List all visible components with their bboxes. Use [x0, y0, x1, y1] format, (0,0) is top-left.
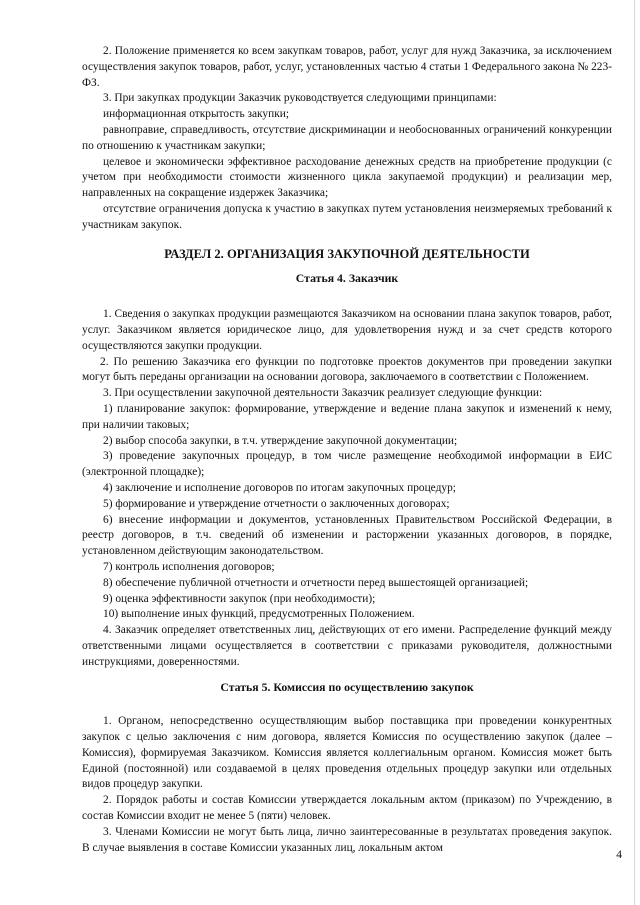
article-4-function-1: 1) планирование закупок: формирование, утверждение и ведение плана закупок и изменений к нему, при наличии таковых;	[82, 402, 612, 431]
scan-edge-line	[634, 0, 635, 905]
article-4-function-7: 7) контроль исполнения договоров;	[103, 560, 275, 573]
article-4-paragraph-1: 1. Сведения о закупках продукции размещаются Заказчиком на основании плана закупок товаров, работ, услуг. Заказчиком является юридическое лицо, для удовлетворения нужд и за счет средств которого осуществляются закупки продукции.	[82, 308, 612, 352]
intro-paragraph-1: 2. Положение применяется ко всем закупкам товаров, работ, услуг для нужд Заказчика, за исключением осуществления закупок товаров, работ, услуг, установленных частью 4 статьи 1 Федерального закона № 223-ФЗ.	[82, 45, 612, 89]
article-4-function-9: 9) оценка эффективности закупок (при необходимости);	[103, 592, 376, 605]
article-4-function-3: 3) проведение закупочных процедур, в том числе размещение необходимой информации в ЕИС (электронной площадке);	[82, 450, 612, 479]
article-4-function-10: 10) выполнение иных функций, предусмотренных Положением.	[103, 608, 415, 621]
article-5-title: Статья 5. Комиссия по осуществлению закупок	[220, 680, 474, 695]
article-4-function-5: 5) формирование и утверждение отчетности о заключенных договорах;	[103, 497, 450, 510]
article-4-function-6: 6) внесение информации и документов, установленных Правительством Российской Федерации, в реестр договоров, в т.ч. сведений об изменении и расторжении указанных договоров, в порядке, установленном действующим законодательством.	[82, 513, 612, 558]
article-4-paragraph-3: 3. При осуществлении закупочной деятельности Заказчик реализует следующие функции:	[103, 387, 543, 400]
section-title: РАЗДЕЛ 2. ОРГАНИЗАЦИЯ ЗАКУПОЧНОЙ ДЕЯТЕЛЬНОСТИ	[164, 246, 530, 261]
article-4-paragraph-4: 4. Заказчик определяет ответственных лиц, действующих от его имени. Распределение функций между ответственными лицами осуществляется в соответствии с приказами руководителя, должностными инструкциями, доверенностями.	[82, 624, 612, 668]
principle-1: информационная открытость закупки;	[103, 108, 289, 121]
principle-2: равноправие, справедливость, отсутствие дискриминации и необоснованных ограничений конкуренции по отношению к участникам закупки;	[82, 123, 612, 152]
article-4-paragraph-2: 2. По решению Заказчика его функции по подготовке проектов документов при проведении закупки могут быть переданы организации на основании договора, заключаемого в соответствии с Положением.	[82, 355, 612, 384]
article-5-paragraph-3: 3. Членами Комиссии не могут быть лица, лично заинтересованные в результатах проведения закупок. В случае выявления в составе Комиссии указанных лиц, локальным актом	[82, 825, 612, 854]
page-content	[82, 44, 612, 856]
article-5-paragraph-1: 1. Органом, непосредственно осуществляющим выбор поставщика при проведении конкурентных закупок с целью заключения с ним договора, является Комиссия по осуществлению закупок (далее – Комиссия), формируемая Заказчиком. Комиссия является коллегиальным органом. Комиссия может быть Единой (постоянной) или создаваемой в целях проведения отдельных процедур закупки или отдельных видов процедур закупки.	[82, 715, 612, 791]
article-5-paragraph-2: 2. Порядок работы и состав Комиссии утверждается локальным актом (приказом) по Учреждению, в состав Комиссии входит не менее 5 (пяти) человек.	[82, 794, 612, 823]
principle-3: целевое и экономически эффективное расходование денежных средств на приобретение продукции (с учетом при необходимости стоимости жизненного цикла закупаемой продукции) и реализации мер, направленных на сокращение издержек Заказчика;	[82, 155, 612, 200]
page-number: 4	[616, 849, 622, 861]
article-4-function-2: 2) выбор способа закупки, в т.ч. утверждение закупочной документации;	[103, 434, 458, 447]
article-4-title: Статья 4. Заказчик	[295, 271, 399, 286]
principle-4: отсутствие ограничения допуска к участию в закупках путем установления неизмеряемых требований к участникам закупок.	[82, 202, 612, 231]
article-4-function-4: 4) заключение и исполнение договоров по итогам закупочных процедур;	[103, 481, 456, 494]
article-4-function-8: 8) обеспечение публичной отчетности и отчетности перед вышестоящей организацией;	[103, 576, 529, 589]
intro-paragraph-2: 3. При закупках продукции Заказчик руководствуется следующими принципами:	[103, 92, 497, 105]
